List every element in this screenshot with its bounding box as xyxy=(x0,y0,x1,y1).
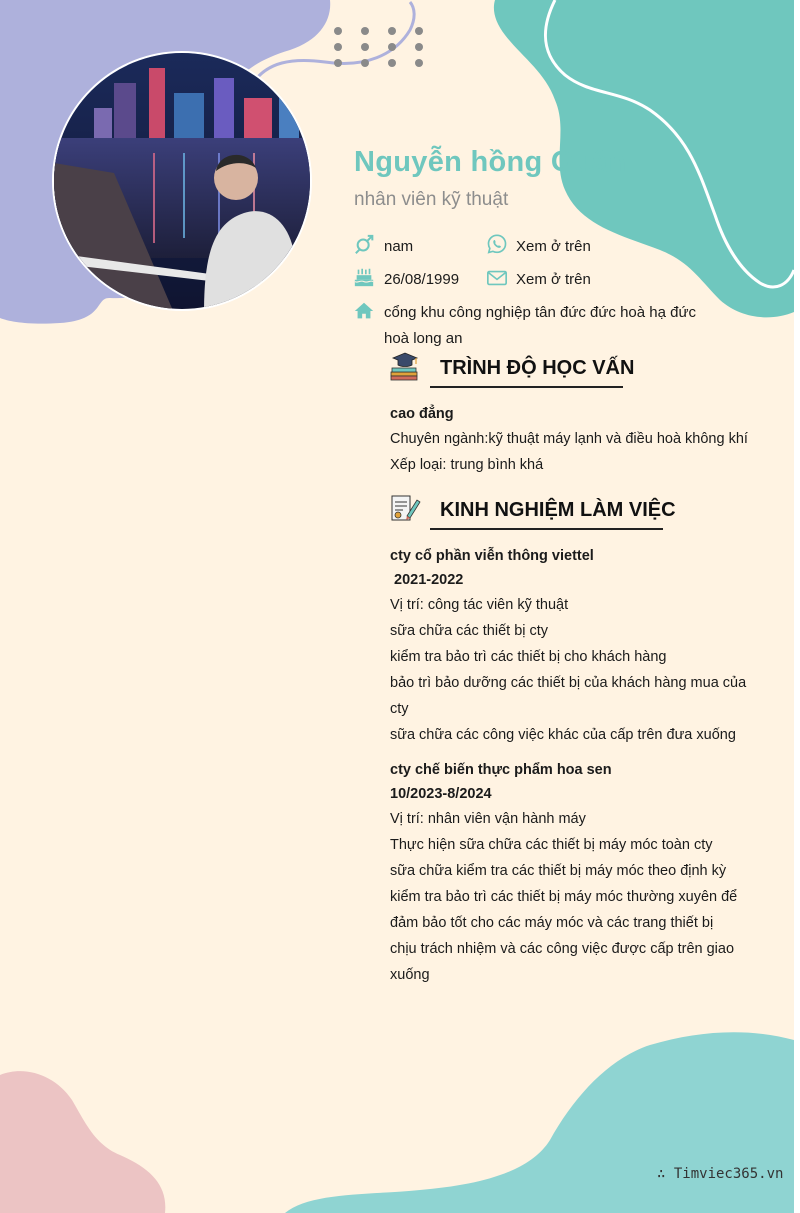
decor-light-teal-blob xyxy=(280,1020,794,1213)
education-major: Chuyên ngành:kỹ thuật máy lạnh và điều hoà không khí xyxy=(390,431,748,447)
job-detail-line: sữa chữa các thiết bị cty xyxy=(390,623,549,639)
job-detail-line: kiểm tra bảo trì các thiết bị máy móc thường xuyên để xyxy=(390,889,738,905)
graduation-books-icon xyxy=(389,350,421,382)
job-detail-line: bảo trì bảo dưỡng các thiết bị của khách hàng mua của xyxy=(390,675,747,691)
address-line-2: hoà long an xyxy=(384,330,463,347)
education-school: cao đẳng xyxy=(390,406,454,422)
job-title: nhân viên kỹ thuật xyxy=(354,189,509,210)
gender-value: nam xyxy=(384,238,414,255)
home-icon xyxy=(353,300,375,322)
education-title-underline xyxy=(430,386,623,388)
job-detail-line: sữa chữa các công việc khác của cấp trên đưa xuống xyxy=(390,727,736,743)
mail-icon xyxy=(486,267,508,289)
birthday-value: 26/08/1999 xyxy=(384,271,460,288)
email-value: Xem ở trên xyxy=(516,271,591,288)
job-detail-line: kiểm tra bảo trì các thiết bị cho khách hàng xyxy=(390,649,667,665)
brand-watermark[interactable]: ∴ Timviec365.vn xyxy=(657,1166,784,1182)
job-detail-line: chịu trách nhiệm và các công việc được cấp trên giao xyxy=(390,941,735,957)
job-company: cty chế biến thực phẩm hoa sen xyxy=(390,762,612,778)
job-period: 10/2023-8/2024 xyxy=(390,786,492,802)
whatsapp-icon xyxy=(486,233,508,255)
job-detail-line: sữa chữa kiểm tra các thiết bị máy móc theo định kỳ xyxy=(390,863,727,879)
job-detail-line: cty xyxy=(390,701,409,717)
address-line-1: cổng khu công nghiệp tân đức đức hoà hạ đức xyxy=(384,304,697,321)
phone-value: Xem ở trên xyxy=(516,238,591,255)
job-detail-line: Vị trí: nhân viên vận hành máy xyxy=(390,811,586,827)
job-detail-line: Vị trí: công tác viên kỹ thuật xyxy=(390,597,569,613)
education-rank: Xếp loại: trung bình khá xyxy=(390,457,544,473)
decor-dot-grid xyxy=(330,24,430,72)
job-detail-line: Thực hiện sữa chữa các thiết bị máy móc toàn cty xyxy=(390,837,713,853)
education-section-title: TRÌNH ĐỘ HỌC VẤN xyxy=(440,357,635,379)
job-detail-line: đảm bảo tốt cho các máy móc và các trang thiết bị xyxy=(390,915,714,931)
job-company: cty cổ phần viễn thông viettel xyxy=(390,548,594,564)
avatar-photo xyxy=(54,53,312,311)
gender-icon xyxy=(354,234,376,256)
candidate-name: Nguyễn hồng Quân xyxy=(354,146,627,178)
decor-pink-blob xyxy=(0,1060,180,1213)
avatar xyxy=(52,51,312,311)
job-period: 2021-2022 xyxy=(390,572,464,588)
document-pen-icon xyxy=(389,492,421,524)
experience-title-underline xyxy=(430,528,663,530)
experience-section-title: KINH NGHIỆM LÀM VIỆC xyxy=(440,499,676,521)
cake-icon xyxy=(353,266,375,288)
job-detail-line: xuống xyxy=(390,967,430,983)
